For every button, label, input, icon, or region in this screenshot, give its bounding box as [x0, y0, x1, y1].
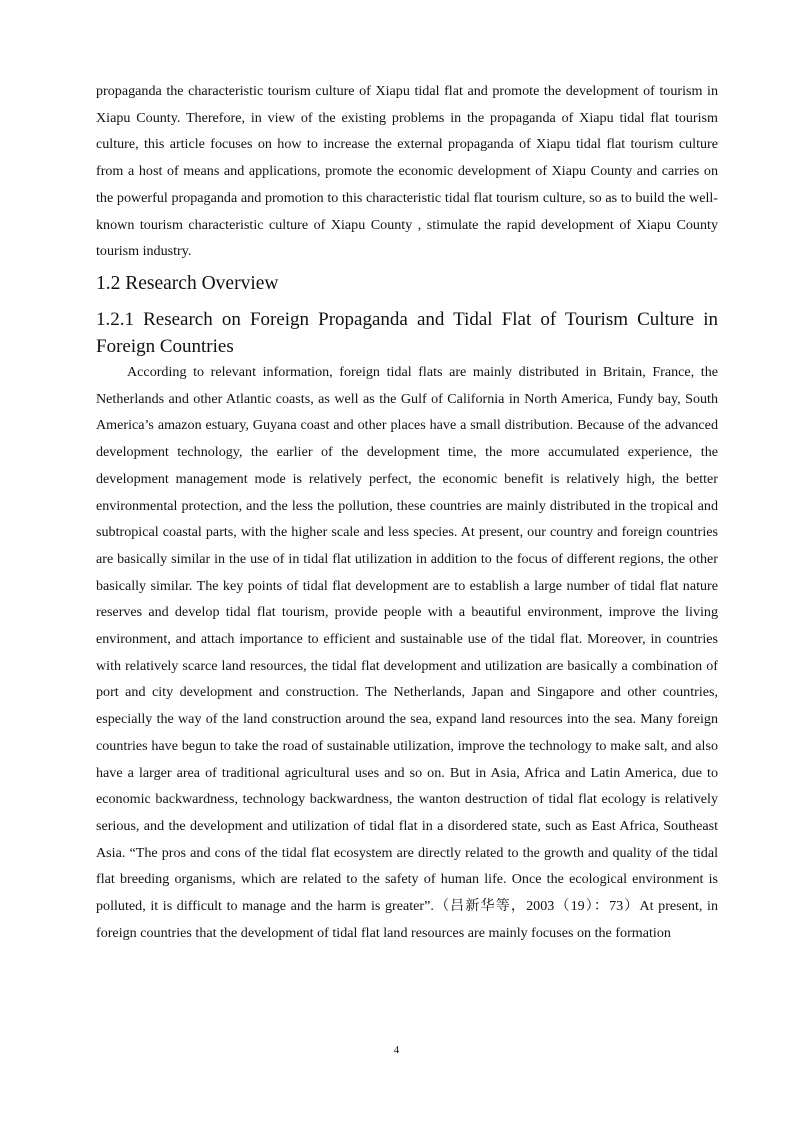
- body-paragraph: According to relevant information, foreign tidal flats are mainly distributed in Britain, France, the Netherlands and other Atlantic coasts, as well as the Gulf of California in North America, Fundy bay, South America’s amazon estuary, Guyana coast and other places have a small distribution. Because of the advanced development technology, the earlier of the development time, the more accumulated experience, the development management mode is relatively perfect, the economic benefit is relatively high, the better environmental protection, and the less the pollution, these countries are mainly distributed in the tropical and subtropical coastal parts, with the higher scale and less species. At present, our country and foreign countries are basically similar in the use of in tidal flat utilization in addition to the focus of different regions, the other basically similar. The key points of tidal flat development are to establish a large number of tidal flat nature reserves and develop tidal flat tourism, provide people with a beautiful environment, improve the living environment, and attach importance to efficient and sustainable use of the tidal flat. Moreover, in countries with relatively scarce land resources, the tidal flat development and utilization are basically a combination of port and city development and construction. The Netherlands, Japan and Singapore and other countries, especially the way of the land construction around the sea, expand land resources into the sea. Many foreign countries have begun to take the road of sustainable utilization, improve the technology to make salt, and also have a larger area of traditional agricultural uses and so on. But in Asia, Africa and Latin America, due to economic backwardness, technology backwardness, the wanton destruction of tidal flat ecology is relatively serious, and the development and utilization of tidal flat in a disordered state, such as East Africa, Southeast Asia. “The pros and cons of the tidal flat ecosystem are directly related to the growth and quality of the tidal flat breeding organisms, which are related to the safety of human life. Once the ecological environment is polluted, it is difficult to manage and the harm is greater”.（吕新华等，2003（19）：73）At present, in foreign countries that the development of tidal flat land resources are mainly focuses on the formation: [96, 364, 718, 941]
- subsection-heading: 1.2.1 Research on Foreign Propaganda and Tidal Flat of Tourism Culture in Foreign Countries: [96, 309, 718, 357]
- intro-paragraph: propaganda the characteristic tourism culture of Xiapu tidal flat and promote the development of tourism in Xiapu County. Therefore, in view of the existing problems in the propaganda of Xiapu tidal flat tourism culture, this article focuses on how to increase the external propaganda of Xiapu tidal flat tourism culture from a host of means and applications, promote the economic development of Xiapu County and carries on the powerful propaganda and promotion to this characteristic tidal flat tourism culture, so as to build the well-known tourism characteristic culture of Xiapu County , stimulate the rapid development of Xiapu County tourism industry.: [96, 83, 718, 260]
- section-heading: 1.2 Research Overview: [96, 273, 279, 294]
- page-number: 4: [393, 1044, 400, 1056]
